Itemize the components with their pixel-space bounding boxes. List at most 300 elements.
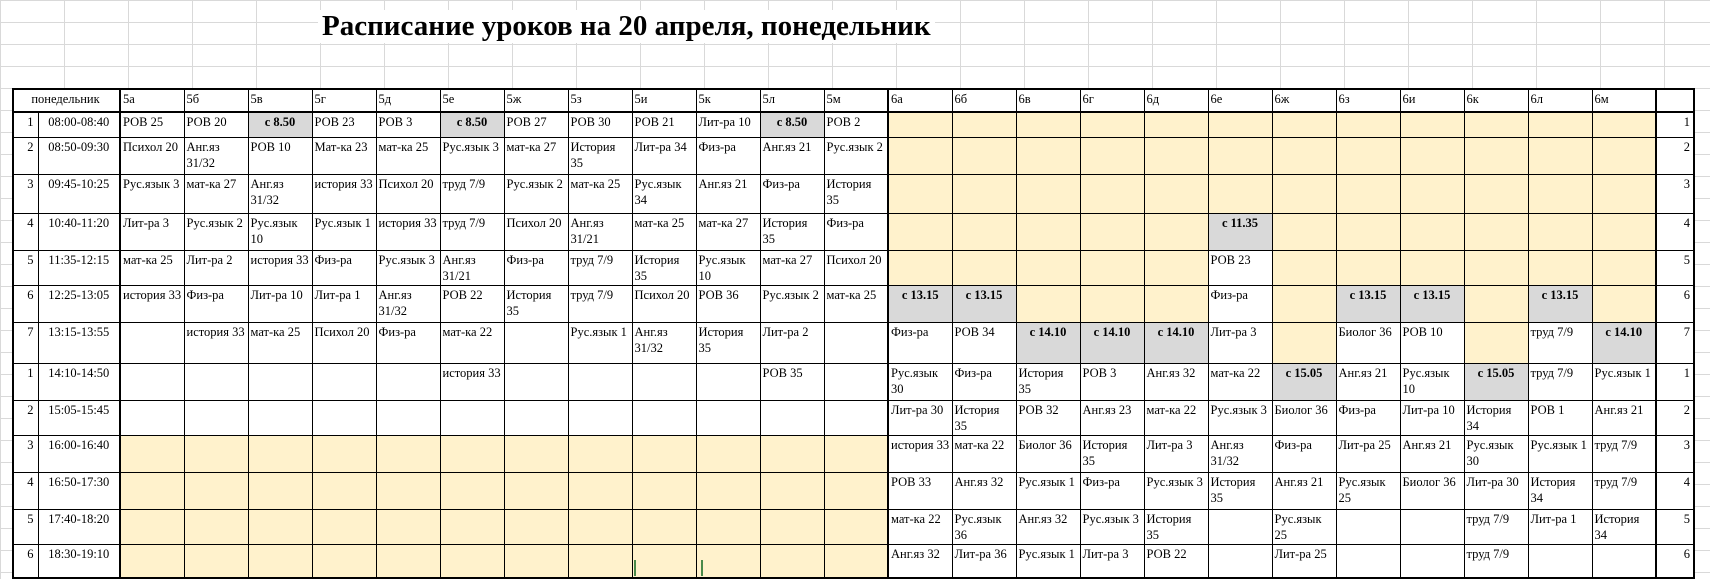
- lesson-cell[interactable]: [120, 364, 184, 401]
- lesson-cell[interactable]: [1080, 112, 1144, 138]
- shift-start-cell[interactable]: с 8.50: [248, 112, 312, 138]
- shift-start-cell[interactable]: с 14.10: [1144, 323, 1208, 364]
- lesson-cell[interactable]: Биолог 36: [1336, 323, 1400, 364]
- lesson-cell[interactable]: [248, 510, 312, 545]
- lesson-cell[interactable]: мат-ка 22: [1208, 364, 1272, 401]
- lesson-cell[interactable]: [1080, 251, 1144, 286]
- lesson-number-cell[interactable]: 2: [13, 138, 38, 175]
- lesson-cell[interactable]: мат-ка 25: [376, 138, 440, 175]
- class-header-5г[interactable]: 5г: [312, 89, 376, 112]
- lesson-cell[interactable]: Рус.язык 1: [1016, 545, 1080, 579]
- lesson-cell[interactable]: [1272, 138, 1336, 175]
- lesson-time-cell[interactable]: 17:40-18:20: [38, 510, 120, 545]
- lesson-cell[interactable]: труд 7/9: [568, 251, 632, 286]
- lesson-cell[interactable]: Лит-ра 25: [1272, 545, 1336, 579]
- lesson-cell[interactable]: Анг.яз 31/32: [184, 138, 248, 175]
- lesson-cell[interactable]: [1592, 138, 1656, 175]
- lesson-number-cell[interactable]: 2: [13, 401, 38, 436]
- class-header-5и[interactable]: 5и: [632, 89, 696, 112]
- lesson-number-right-cell[interactable]: 5: [1656, 251, 1694, 286]
- lesson-cell[interactable]: [1336, 138, 1400, 175]
- lesson-cell[interactable]: Рус.язык 3: [440, 138, 504, 175]
- lesson-cell[interactable]: [1592, 214, 1656, 251]
- lesson-cell[interactable]: История 35: [568, 138, 632, 175]
- lesson-time-cell[interactable]: 11:35-12:15: [38, 251, 120, 286]
- lesson-cell[interactable]: труд 7/9: [440, 214, 504, 251]
- lesson-cell[interactable]: [1336, 214, 1400, 251]
- lesson-cell[interactable]: [824, 545, 888, 579]
- lesson-cell[interactable]: История 35: [632, 251, 696, 286]
- lesson-cell[interactable]: Рус.язык 34: [632, 175, 696, 214]
- lesson-number-right-cell[interactable]: 1: [1656, 112, 1694, 138]
- lesson-cell[interactable]: РОВ 21: [632, 112, 696, 138]
- lesson-cell[interactable]: [504, 436, 568, 473]
- lesson-cell[interactable]: Физ-ра: [1336, 401, 1400, 436]
- lesson-cell[interactable]: [1144, 112, 1208, 138]
- lesson-cell[interactable]: [504, 510, 568, 545]
- lesson-cell[interactable]: [888, 112, 952, 138]
- lesson-number-right-cell[interactable]: 2: [1656, 401, 1694, 436]
- lesson-cell[interactable]: История 35: [504, 286, 568, 323]
- lesson-cell[interactable]: [1144, 138, 1208, 175]
- lesson-cell[interactable]: Психол 20: [824, 251, 888, 286]
- lesson-number-right-cell[interactable]: 4: [1656, 214, 1694, 251]
- lesson-cell[interactable]: [1144, 251, 1208, 286]
- lesson-cell[interactable]: Анг.яз 31/32: [1208, 436, 1272, 473]
- class-header-5в[interactable]: 5в: [248, 89, 312, 112]
- lesson-cell[interactable]: РОВ 20: [184, 112, 248, 138]
- lesson-cell[interactable]: Лит-ра 30: [888, 401, 952, 436]
- lesson-cell[interactable]: [568, 473, 632, 510]
- lesson-cell[interactable]: [632, 364, 696, 401]
- class-header-6д[interactable]: 6д: [1144, 89, 1208, 112]
- lesson-cell[interactable]: Анг.яз 23: [1080, 401, 1144, 436]
- class-header-6л[interactable]: 6л: [1528, 89, 1592, 112]
- lesson-number-cell[interactable]: 7: [13, 323, 38, 364]
- lesson-cell[interactable]: [1528, 112, 1592, 138]
- lesson-cell[interactable]: Анг.яз 21: [1592, 401, 1656, 436]
- lesson-cell[interactable]: Психол 20: [120, 138, 184, 175]
- lesson-cell[interactable]: мат-ка 25: [120, 251, 184, 286]
- shift-start-cell[interactable]: с 13.15: [1528, 286, 1592, 323]
- class-header-6к[interactable]: 6к: [1464, 89, 1528, 112]
- lesson-cell[interactable]: [1080, 175, 1144, 214]
- lesson-cell[interactable]: Рус.язык 3: [376, 251, 440, 286]
- lesson-number-right-cell[interactable]: 3: [1656, 175, 1694, 214]
- lesson-cell[interactable]: [440, 510, 504, 545]
- lesson-cell[interactable]: труд 7/9: [1528, 364, 1592, 401]
- lesson-cell[interactable]: РОВ 3: [1080, 364, 1144, 401]
- lesson-cell[interactable]: [1464, 112, 1528, 138]
- lesson-cell[interactable]: РОВ 2: [824, 112, 888, 138]
- lesson-cell[interactable]: Анг.яз 32: [1016, 510, 1080, 545]
- lesson-cell[interactable]: Анг.яз 21: [760, 138, 824, 175]
- lesson-number-right-cell[interactable]: 2: [1656, 138, 1694, 175]
- lesson-cell[interactable]: Анг.яз 32: [888, 545, 952, 579]
- lesson-cell[interactable]: [120, 510, 184, 545]
- lesson-cell[interactable]: Рус.язык 30: [888, 364, 952, 401]
- lesson-cell[interactable]: Анг.яз 32: [952, 473, 1016, 510]
- lesson-number-right-cell[interactable]: 6: [1656, 545, 1694, 579]
- lesson-cell[interactable]: [504, 323, 568, 364]
- lesson-cell[interactable]: Анг.яз 31/21: [568, 214, 632, 251]
- lesson-cell[interactable]: [760, 436, 824, 473]
- lesson-cell[interactable]: [504, 473, 568, 510]
- lesson-cell[interactable]: [1080, 138, 1144, 175]
- lesson-number-cell[interactable]: 5: [13, 510, 38, 545]
- lesson-cell[interactable]: [120, 401, 184, 436]
- lesson-cell[interactable]: [1208, 175, 1272, 214]
- lesson-cell[interactable]: Рус.язык 1: [1528, 436, 1592, 473]
- class-header-6а[interactable]: 6а: [888, 89, 952, 112]
- lesson-cell[interactable]: Рус.язык 2: [824, 138, 888, 175]
- lesson-cell[interactable]: РОВ 1: [1528, 401, 1592, 436]
- lesson-cell[interactable]: труд 7/9: [568, 286, 632, 323]
- lesson-cell[interactable]: Физ-ра: [1080, 473, 1144, 510]
- lesson-cell[interactable]: История 35: [1144, 510, 1208, 545]
- lesson-time-cell[interactable]: 16:00-16:40: [38, 436, 120, 473]
- lesson-number-right-cell[interactable]: 5: [1656, 510, 1694, 545]
- lesson-cell[interactable]: [184, 364, 248, 401]
- shift-start-cell[interactable]: с 13.15: [888, 286, 952, 323]
- class-header-6г[interactable]: 6г: [1080, 89, 1144, 112]
- lesson-cell[interactable]: Анг.яз 31/32: [632, 323, 696, 364]
- lesson-cell[interactable]: История 35: [760, 214, 824, 251]
- lesson-cell[interactable]: [1528, 138, 1592, 175]
- lesson-cell[interactable]: [184, 473, 248, 510]
- lesson-cell[interactable]: Лит-ра 36: [952, 545, 1016, 579]
- lesson-cell[interactable]: [312, 545, 376, 579]
- lesson-cell[interactable]: [1144, 286, 1208, 323]
- lesson-cell[interactable]: Рус.язык 2: [504, 175, 568, 214]
- lesson-cell[interactable]: [312, 510, 376, 545]
- lesson-cell[interactable]: [1016, 286, 1080, 323]
- lesson-cell[interactable]: [696, 473, 760, 510]
- lesson-cell[interactable]: [1400, 545, 1464, 579]
- lesson-time-cell[interactable]: 10:40-11:20: [38, 214, 120, 251]
- lesson-cell[interactable]: Физ-ра: [760, 175, 824, 214]
- lesson-cell[interactable]: [248, 364, 312, 401]
- lesson-cell[interactable]: мат-ка 25: [632, 214, 696, 251]
- lesson-cell[interactable]: [1464, 251, 1528, 286]
- lesson-number-cell[interactable]: 4: [13, 473, 38, 510]
- lesson-cell[interactable]: [1272, 323, 1336, 364]
- lesson-cell[interactable]: мат-ка 22: [1144, 401, 1208, 436]
- lesson-cell[interactable]: Анг.яз 32: [1144, 364, 1208, 401]
- lesson-cell[interactable]: мат-ка 25: [824, 286, 888, 323]
- lesson-cell[interactable]: Лит-ра 1: [1528, 510, 1592, 545]
- lesson-cell[interactable]: Анг.яз 31/32: [376, 286, 440, 323]
- lesson-cell[interactable]: история 33: [440, 364, 504, 401]
- lesson-cell[interactable]: [120, 436, 184, 473]
- lesson-number-right-cell[interactable]: 3: [1656, 436, 1694, 473]
- lesson-cell[interactable]: [888, 175, 952, 214]
- lesson-cell[interactable]: [440, 401, 504, 436]
- lesson-cell[interactable]: [376, 473, 440, 510]
- shift-start-cell[interactable]: с 13.15: [1336, 286, 1400, 323]
- lesson-cell[interactable]: [376, 436, 440, 473]
- lesson-cell[interactable]: труд 7/9: [1528, 323, 1592, 364]
- lesson-cell[interactable]: [1016, 214, 1080, 251]
- lesson-cell[interactable]: [1464, 323, 1528, 364]
- lesson-cell[interactable]: [1336, 112, 1400, 138]
- lesson-cell[interactable]: [632, 401, 696, 436]
- lesson-cell[interactable]: Лит-ра 3: [120, 214, 184, 251]
- lesson-cell[interactable]: [888, 214, 952, 251]
- lesson-time-cell[interactable]: 14:10-14:50: [38, 364, 120, 401]
- lesson-time-cell[interactable]: 16:50-17:30: [38, 473, 120, 510]
- lesson-cell[interactable]: мат-ка 25: [568, 175, 632, 214]
- lesson-cell[interactable]: [632, 473, 696, 510]
- lesson-cell[interactable]: РОВ 25: [120, 112, 184, 138]
- lesson-cell[interactable]: [1528, 175, 1592, 214]
- lesson-cell[interactable]: [248, 473, 312, 510]
- lesson-cell[interactable]: [824, 473, 888, 510]
- lesson-cell[interactable]: труд 7/9: [440, 175, 504, 214]
- lesson-cell[interactable]: [1272, 112, 1336, 138]
- lesson-cell[interactable]: РОВ 34: [952, 323, 1016, 364]
- lesson-cell[interactable]: история 33: [248, 251, 312, 286]
- lesson-cell[interactable]: труд 7/9: [1592, 473, 1656, 510]
- lesson-number-right-cell[interactable]: 1: [1656, 364, 1694, 401]
- class-header-6б[interactable]: 6б: [952, 89, 1016, 112]
- lesson-cell[interactable]: [1400, 214, 1464, 251]
- lesson-cell[interactable]: [1464, 138, 1528, 175]
- lesson-cell[interactable]: Рус.язык 3: [120, 175, 184, 214]
- lesson-cell[interactable]: [760, 510, 824, 545]
- lesson-cell[interactable]: [1400, 112, 1464, 138]
- lesson-cell[interactable]: Лит-ра 30: [1464, 473, 1528, 510]
- lesson-cell[interactable]: [888, 251, 952, 286]
- lesson-cell[interactable]: РОВ 27: [504, 112, 568, 138]
- lesson-cell[interactable]: [120, 545, 184, 579]
- lesson-cell[interactable]: Анг.яз 21: [696, 175, 760, 214]
- lesson-cell[interactable]: [568, 545, 632, 579]
- lesson-cell[interactable]: [440, 473, 504, 510]
- class-header-5з[interactable]: 5з: [568, 89, 632, 112]
- lesson-cell[interactable]: Рус.язык 25: [1272, 510, 1336, 545]
- shift-start-cell[interactable]: с 11.35: [1208, 214, 1272, 251]
- class-header-6е[interactable]: 6е: [1208, 89, 1272, 112]
- lesson-cell[interactable]: Лит-ра 2: [184, 251, 248, 286]
- lesson-cell[interactable]: История 35: [1208, 473, 1272, 510]
- class-header-5м[interactable]: 5м: [824, 89, 888, 112]
- lesson-cell[interactable]: Лит-ра 3: [1080, 545, 1144, 579]
- class-header-5е[interactable]: 5е: [440, 89, 504, 112]
- lesson-cell[interactable]: мат-ка 22: [888, 510, 952, 545]
- lesson-cell[interactable]: мат-ка 25: [248, 323, 312, 364]
- class-header-6и[interactable]: 6и: [1400, 89, 1464, 112]
- lesson-cell[interactable]: труд 7/9: [1464, 510, 1528, 545]
- lesson-time-cell[interactable]: 13:15-13:55: [38, 323, 120, 364]
- lesson-cell[interactable]: [1336, 251, 1400, 286]
- lesson-cell[interactable]: [1336, 545, 1400, 579]
- lesson-cell[interactable]: [248, 436, 312, 473]
- lesson-cell[interactable]: [1272, 251, 1336, 286]
- class-header-6в[interactable]: 6в: [1016, 89, 1080, 112]
- shift-start-cell[interactable]: с 15.05: [1464, 364, 1528, 401]
- shift-start-cell[interactable]: с 15.05: [1272, 364, 1336, 401]
- lesson-cell[interactable]: [568, 364, 632, 401]
- lesson-cell[interactable]: [120, 323, 184, 364]
- lesson-cell[interactable]: [1400, 251, 1464, 286]
- lesson-cell[interactable]: [1016, 251, 1080, 286]
- lesson-cell[interactable]: Физ-ра: [952, 364, 1016, 401]
- lesson-cell[interactable]: [376, 401, 440, 436]
- lesson-number-cell[interactable]: 1: [13, 112, 38, 138]
- lesson-cell[interactable]: История 34: [1464, 401, 1528, 436]
- lesson-cell[interactable]: Рус.язык 10: [1400, 364, 1464, 401]
- lesson-number-cell[interactable]: 3: [13, 175, 38, 214]
- lesson-cell[interactable]: [824, 510, 888, 545]
- lesson-cell[interactable]: [568, 401, 632, 436]
- class-header-5л[interactable]: 5л: [760, 89, 824, 112]
- lesson-cell[interactable]: история 33: [376, 214, 440, 251]
- lesson-cell[interactable]: [1080, 286, 1144, 323]
- lesson-cell[interactable]: [1272, 286, 1336, 323]
- lesson-cell[interactable]: [1016, 112, 1080, 138]
- shift-start-cell[interactable]: с 13.15: [952, 286, 1016, 323]
- lesson-cell[interactable]: Рус.язык 10: [696, 251, 760, 286]
- lesson-cell[interactable]: Биолог 36: [1016, 436, 1080, 473]
- lesson-cell[interactable]: РОВ 10: [1400, 323, 1464, 364]
- lesson-cell[interactable]: РОВ 32: [1016, 401, 1080, 436]
- class-header-6м[interactable]: 6м: [1592, 89, 1656, 112]
- lesson-cell[interactable]: РОВ 33: [888, 473, 952, 510]
- lesson-cell[interactable]: Физ-ра: [504, 251, 568, 286]
- lesson-cell[interactable]: Рус.язык 2: [184, 214, 248, 251]
- lesson-cell[interactable]: [888, 138, 952, 175]
- lesson-cell[interactable]: Анг.яз 31/32: [248, 175, 312, 214]
- lesson-cell[interactable]: Лит-ра 3: [1144, 436, 1208, 473]
- lesson-cell[interactable]: Рус.язык 1: [568, 323, 632, 364]
- lesson-cell[interactable]: Рус.язык 2: [760, 286, 824, 323]
- lesson-cell[interactable]: [824, 364, 888, 401]
- day-header-cell[interactable]: понедельник: [13, 89, 120, 112]
- lesson-number-right-cell[interactable]: 7: [1656, 323, 1694, 364]
- class-header-5б[interactable]: 5б: [184, 89, 248, 112]
- lesson-cell[interactable]: [1592, 545, 1656, 579]
- lesson-cell[interactable]: Лит-ра 1: [312, 286, 376, 323]
- class-header-5а[interactable]: 5а: [120, 89, 184, 112]
- class-header-5к[interactable]: 5к: [696, 89, 760, 112]
- lesson-cell[interactable]: Мат-ка 23: [312, 138, 376, 175]
- lesson-time-cell[interactable]: 12:25-13:05: [38, 286, 120, 323]
- lesson-cell[interactable]: Физ-ра: [888, 323, 952, 364]
- lesson-cell[interactable]: [504, 545, 568, 579]
- lesson-cell[interactable]: Рус.язык 25: [1336, 473, 1400, 510]
- lesson-cell[interactable]: [504, 364, 568, 401]
- lesson-cell[interactable]: [1592, 286, 1656, 323]
- lesson-cell[interactable]: Физ-ра: [696, 138, 760, 175]
- lesson-cell[interactable]: Рус.язык 3: [1208, 401, 1272, 436]
- lesson-cell[interactable]: [1400, 175, 1464, 214]
- lesson-cell[interactable]: мат-ка 27: [184, 175, 248, 214]
- lesson-cell[interactable]: [1208, 510, 1272, 545]
- lesson-cell[interactable]: [824, 436, 888, 473]
- lesson-cell[interactable]: Физ-ра: [1208, 286, 1272, 323]
- lesson-cell[interactable]: мат-ка 27: [760, 251, 824, 286]
- lesson-cell[interactable]: Рус.язык 30: [1464, 436, 1528, 473]
- lesson-cell[interactable]: [952, 251, 1016, 286]
- lesson-cell[interactable]: [696, 436, 760, 473]
- lesson-cell[interactable]: [952, 112, 1016, 138]
- header-end-cell[interactable]: [1656, 89, 1694, 112]
- lesson-cell[interactable]: [824, 401, 888, 436]
- lesson-cell[interactable]: [1528, 251, 1592, 286]
- lesson-cell[interactable]: [1016, 175, 1080, 214]
- lesson-cell[interactable]: [632, 510, 696, 545]
- lesson-cell[interactable]: [184, 401, 248, 436]
- lesson-cell[interactable]: [248, 401, 312, 436]
- shift-start-cell[interactable]: с 14.10: [1016, 323, 1080, 364]
- lesson-cell[interactable]: [1528, 545, 1592, 579]
- lesson-cell[interactable]: Лит-ра 2: [760, 323, 824, 364]
- lesson-number-cell[interactable]: 6: [13, 545, 38, 579]
- shift-start-cell[interactable]: с 14.10: [1592, 323, 1656, 364]
- lesson-cell[interactable]: РОВ 22: [1144, 545, 1208, 579]
- lesson-cell[interactable]: Анг.яз 21: [1336, 364, 1400, 401]
- lesson-cell[interactable]: Физ-ра: [184, 286, 248, 323]
- lesson-cell[interactable]: РОВ 22: [440, 286, 504, 323]
- lesson-cell[interactable]: Психол 20: [376, 175, 440, 214]
- lesson-cell[interactable]: [1208, 112, 1272, 138]
- lesson-cell[interactable]: Психол 20: [632, 286, 696, 323]
- lesson-time-cell[interactable]: 18:30-19:10: [38, 545, 120, 579]
- lesson-cell[interactable]: Рус.язык 36: [952, 510, 1016, 545]
- lesson-cell[interactable]: Рус.язык 1: [1592, 364, 1656, 401]
- lesson-time-cell[interactable]: 08:50-09:30: [38, 138, 120, 175]
- lesson-time-cell[interactable]: 09:45-10:25: [38, 175, 120, 214]
- lesson-cell[interactable]: [696, 364, 760, 401]
- lesson-cell[interactable]: [1016, 138, 1080, 175]
- lesson-cell[interactable]: [1336, 510, 1400, 545]
- lesson-cell[interactable]: [760, 545, 824, 579]
- lesson-cell[interactable]: [1464, 214, 1528, 251]
- lesson-cell[interactable]: Биолог 36: [1400, 473, 1464, 510]
- lesson-cell[interactable]: [120, 473, 184, 510]
- lesson-cell[interactable]: [1400, 510, 1464, 545]
- lesson-cell[interactable]: История 35: [696, 323, 760, 364]
- lesson-cell[interactable]: [696, 401, 760, 436]
- lesson-cell[interactable]: [1080, 214, 1144, 251]
- lesson-cell[interactable]: [248, 545, 312, 579]
- lesson-cell[interactable]: [376, 510, 440, 545]
- lesson-cell[interactable]: Физ-ра: [312, 251, 376, 286]
- lesson-cell[interactable]: История 35: [1080, 436, 1144, 473]
- lesson-cell[interactable]: [1272, 175, 1336, 214]
- lesson-number-right-cell[interactable]: 4: [1656, 473, 1694, 510]
- lesson-cell[interactable]: [1464, 286, 1528, 323]
- lesson-cell[interactable]: [1208, 545, 1272, 579]
- shift-start-cell[interactable]: с 8.50: [440, 112, 504, 138]
- lesson-cell[interactable]: РОВ 35: [760, 364, 824, 401]
- lesson-cell[interactable]: [440, 436, 504, 473]
- lesson-cell[interactable]: [1592, 175, 1656, 214]
- lesson-time-cell[interactable]: 08:00-08:40: [38, 112, 120, 138]
- lesson-cell[interactable]: Психол 20: [312, 323, 376, 364]
- lesson-cell[interactable]: [312, 401, 376, 436]
- lesson-cell[interactable]: труд 7/9: [1592, 436, 1656, 473]
- lesson-cell[interactable]: [504, 401, 568, 436]
- lesson-cell[interactable]: История 34: [1592, 510, 1656, 545]
- lesson-number-right-cell[interactable]: 6: [1656, 286, 1694, 323]
- lesson-cell[interactable]: [696, 545, 760, 579]
- lesson-cell[interactable]: история 33: [312, 175, 376, 214]
- lesson-cell[interactable]: Лит-ра 34: [632, 138, 696, 175]
- lesson-cell[interactable]: РОВ 10: [248, 138, 312, 175]
- lesson-cell[interactable]: Физ-ра: [1272, 436, 1336, 473]
